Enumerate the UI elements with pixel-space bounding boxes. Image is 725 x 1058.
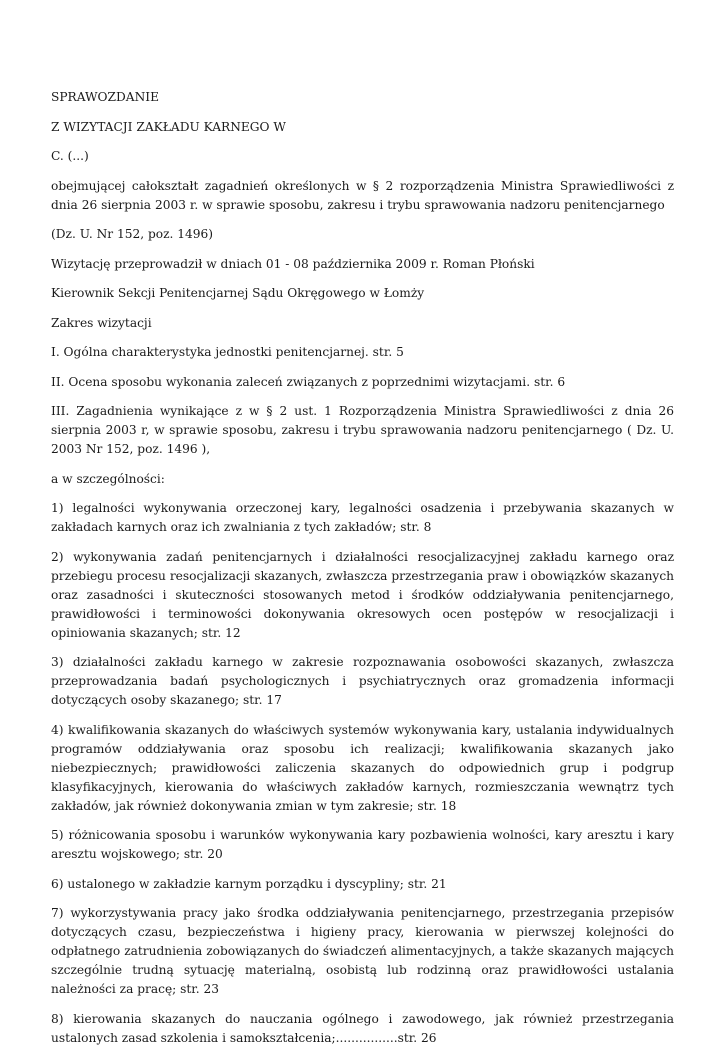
report-location: C. (...)	[51, 149, 89, 163]
contents-item: 2) wykonywania zadań penitencjarnych i działalności resocjalizacyjnej zakładu karnego oraz przebiegu procesu resocjalizacji skazanych, zwłaszcza przestrzegania praw i obowiązków skazanych oraz zasadności i skuteczności stosowanych metod i środków oddziaływania penitencjarnego, prawidłowości i terminowości dokonywania okresowych ocen postępów w resocjalizacji i opiniowania skazanych; str. 12	[51, 549, 674, 640]
contents-item: 5) różnicowania sposobu i warunków wykonywania kary pozbawienia wolności, kary aresztu i kary aresztu wojskowego; str. 20	[51, 828, 674, 861]
report-subtitle: Z WIZYTACJI ZAKŁADU KARNEGO W	[51, 119, 286, 134]
contents-section: III. Zagadnienia wynikające z w § 2 ust. 1 Rozporządzenia Ministra Sprawiedliwości z dnia 26 sierpnia 2003 r, w sprawie sposobu, zakresu i trybu sprawowania nadzoru penitencjarnego ( Dz. U. 2003 Nr 152, poz. 1496 ),	[51, 404, 674, 456]
contents-item: 7) wykorzystywania pracy jako środka oddziaływania penitencjarnego, przestrzegania przepisów dotyczących czasu, bezpieczeństwa i higieny pracy, kierowania w pierwszej kolejności do odpłatnego zatrudnienia zobowiązanych do świadczeń alimentacyjnych, a także skazanych mających szczególnie trudną sytuację materialną, osobistą lub rodzinną oraz prawidłowości ustalania należności za pracę; str. 23	[51, 906, 674, 996]
contents-section: II. Ocena sposobu wykonania zaleceń związanych z poprzednimi wizytacjami. str. 6	[51, 374, 566, 389]
contents-heading: Zakres wizytacji	[51, 315, 152, 330]
contents-item: 6) ustalonego w zakładzie karnym porządku i dyscypliny; str. 21	[51, 876, 447, 891]
conducted-by: Wizytację przeprowadził w dniach 01 - 08 października 2009 r. Roman Płoński	[51, 256, 535, 271]
contents-item: 8) kierowania skazanych do nauczania ogólnego i zawodowego, jak również przestrzegania ustalonych zasad szkolenia i samokształcenia;................str. 26	[51, 1011, 674, 1045]
contents-item: 3) działalności zakładu karnego w zakresie rozpoznawania osobowości skazanych, zwłaszcza przeprowadzania badań psychologicznych i psychiatrycznych oraz gromadzenia informacji dotyczących osoby skazanego; str. 17	[51, 655, 674, 707]
contents-section: I. Ogólna charakterystyka jednostki penitencjarnej. str. 5	[51, 345, 404, 359]
contents-item: 1) legalności wykonywania orzeczonej kary, legalności osadzenia i przebywania skazanych w zakładach karnych oraz ich zwalniania z tych zakładów; str. 8	[51, 501, 674, 534]
inspector-position: Kierownik Sekcji Penitencjarnej Sądu Okręgowego w Łomży	[51, 286, 425, 300]
report-title: SPRAWOZDANIE	[51, 90, 159, 104]
contents-item: 4) kwalifikowania skazanych do właściwych systemów wykonywania kary, ustalania indywidualnych programów oddziaływania oraz sposobu ich realizacji; kwalifikowania skazanych jako niebezpiecznych; prawidłowości zaliczenia skazanych do odpowiednich grup i podgrup klasyfikacyjnych, kierowania do właściwych zakładów karnych, rozmieszczania wewnątrz tych zakładów, jak również dokonywania zmian w tym zakresie; str. 18	[51, 722, 674, 813]
scope-paragraph: obejmującej całokształt zagadnień określonych w § 2 rozporządzenia Ministra Sprawiedliwości z dnia 26 sierpnia 2003 r. w sprawie sposobu, zakresu i trybu sprawowania nadzoru penitencjarnego	[51, 178, 674, 212]
detail-intro: a w szczególności:	[51, 471, 165, 486]
legal-reference: (Dz. U. Nr 152, poz. 1496)	[51, 227, 214, 241]
document-page	[51, 88, 674, 1058]
